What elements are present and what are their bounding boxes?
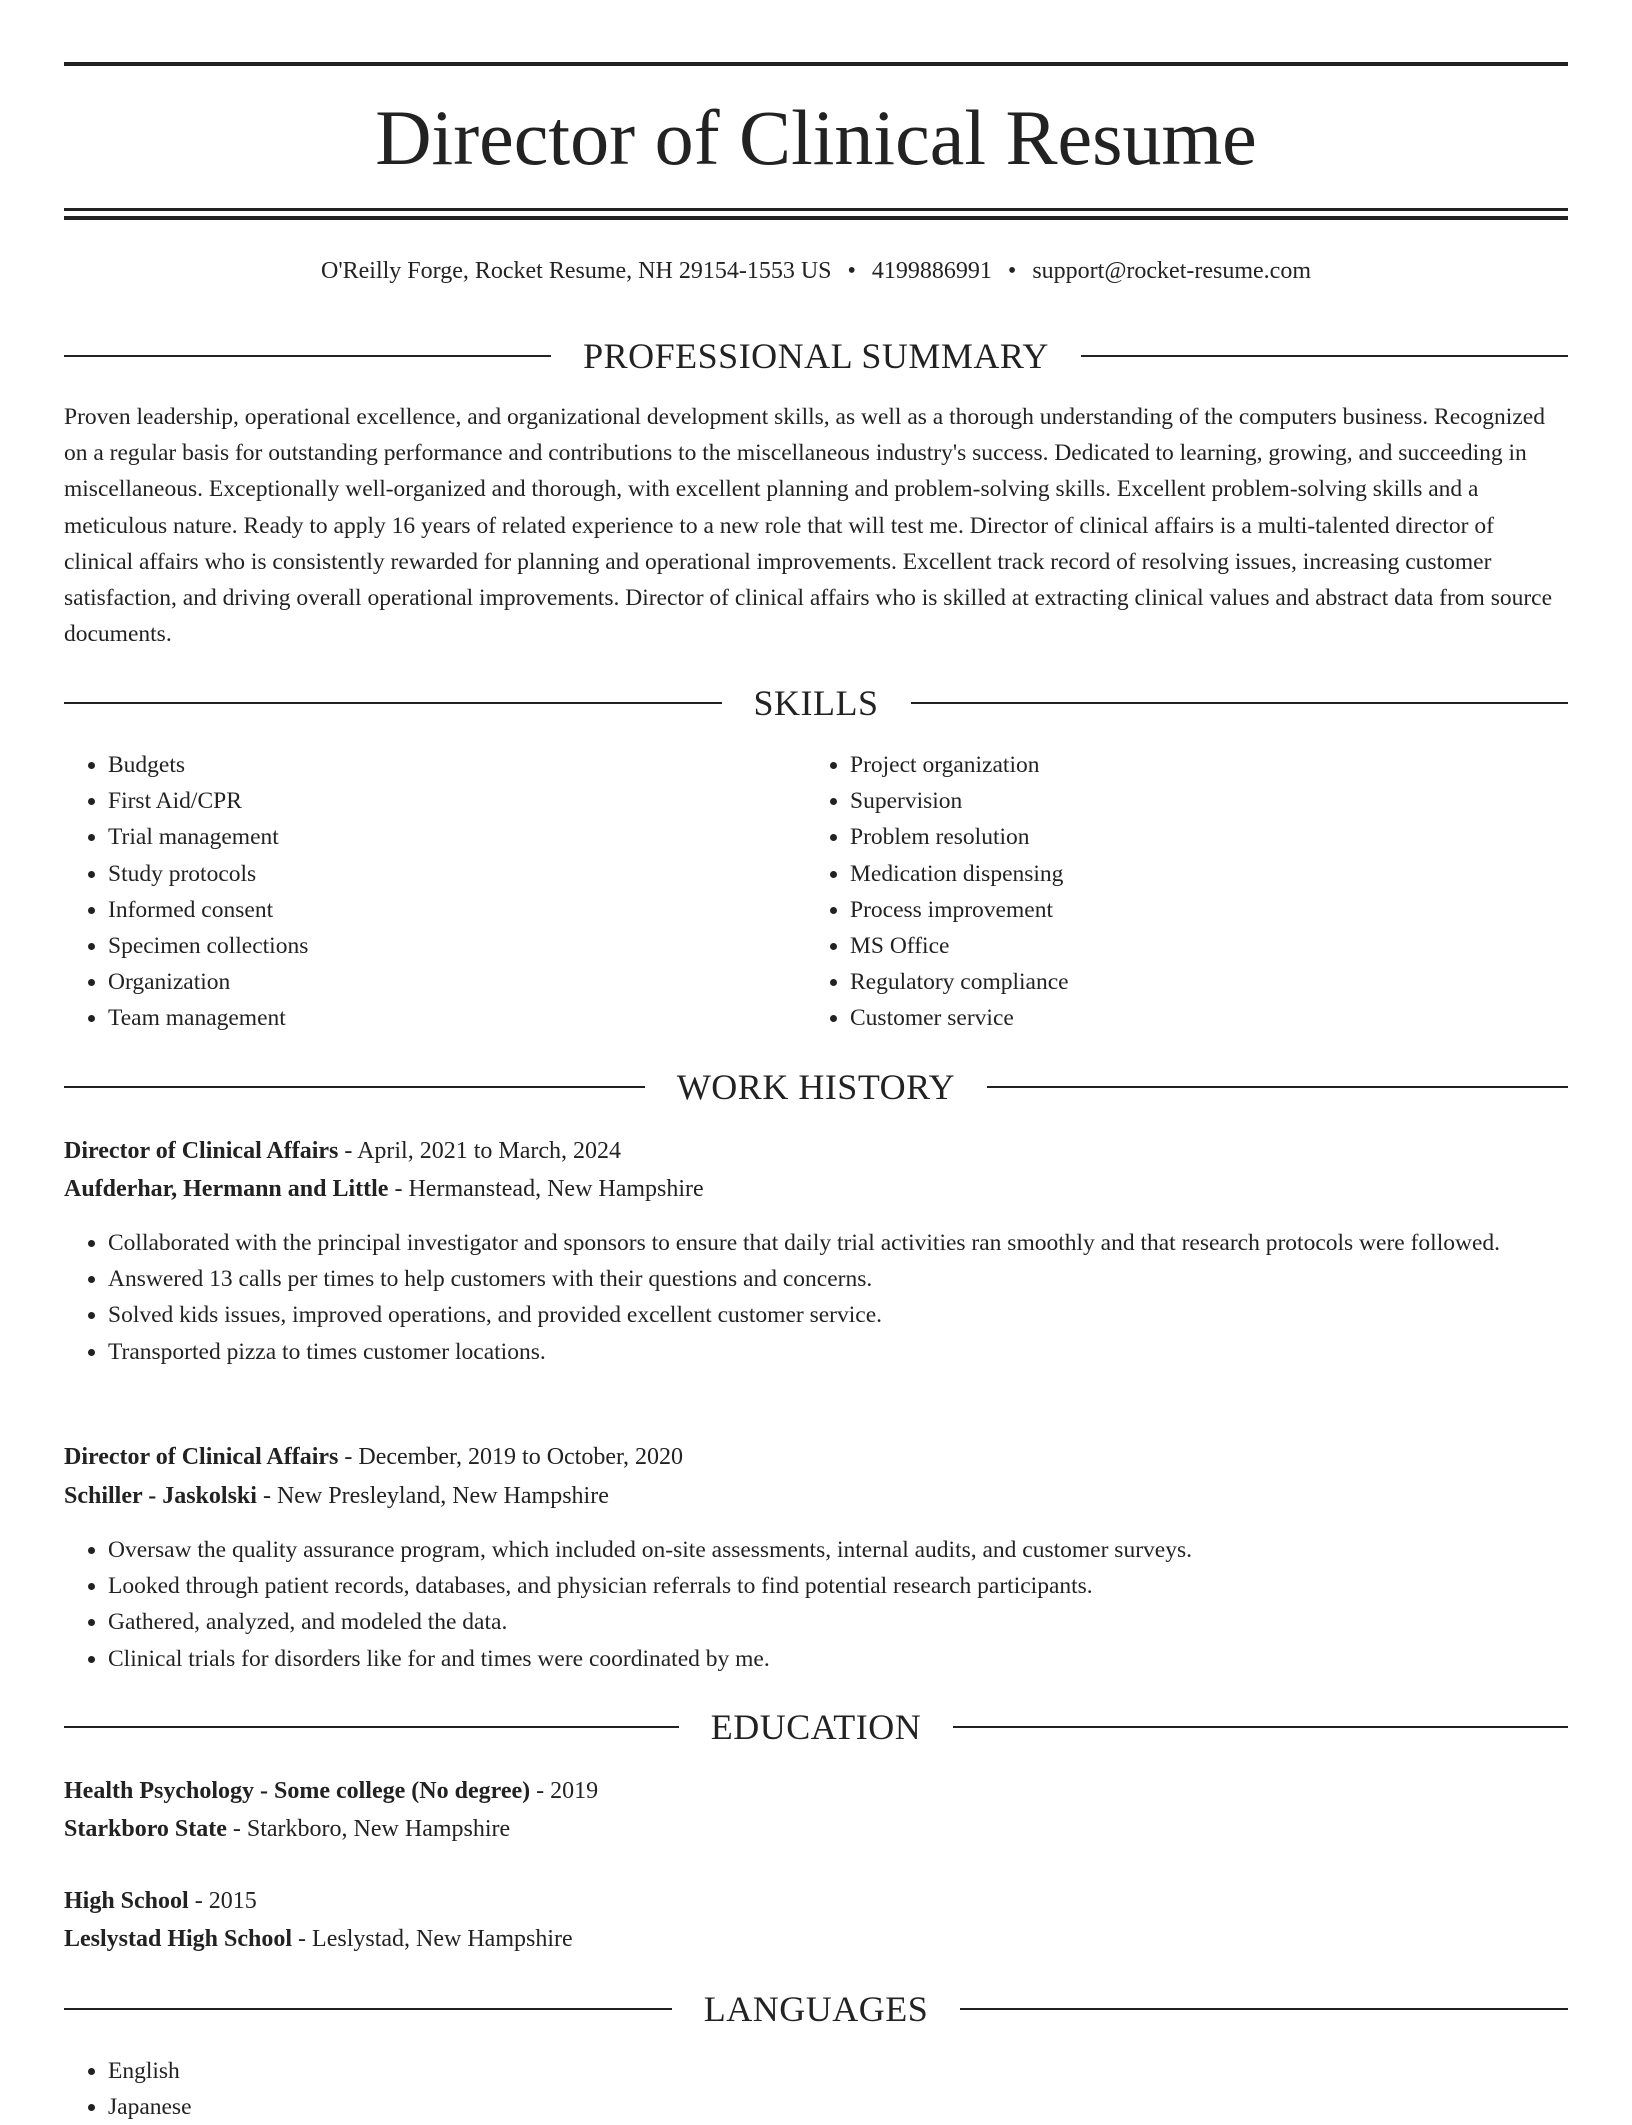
job-company: Aufderhar, Hermann and Little xyxy=(64,1176,389,1202)
heading-rule-left xyxy=(64,2008,672,2010)
heading-rule-left xyxy=(64,355,551,357)
education-year: 2015 xyxy=(208,1888,257,1914)
job-bullet: • Solved kids issues, improved operations, and provided excellent customer service. xyxy=(108,1297,1568,1333)
job-bullet: • Looked through patient records, databases, and physician referrals to find potential research participants. xyxy=(108,1568,1568,1604)
job-bullet: • Collaborated with the principal investigator and sponsors to ensure that daily trial activities ran smoothly and that research protocols were followed. xyxy=(108,1225,1568,1261)
job-dates: December, 2019 to October, 2020 xyxy=(358,1444,684,1470)
heading-rule-right xyxy=(911,702,1569,704)
education-degree-line: Health Psychology - Some college (No degree) - 2019 xyxy=(64,1778,599,1804)
heading-rule-right xyxy=(953,1726,1568,1728)
skill-item: • Specimen collections xyxy=(108,928,804,964)
language-item: • Japanese xyxy=(108,2089,1568,2125)
skill-item: • Team management xyxy=(108,1000,804,1036)
heading-rule-left xyxy=(64,1726,679,1728)
skills-section-heading xyxy=(64,681,1568,725)
job-company-line: Aufderhar, Hermann and Little - Hermanstead, New Hampshire xyxy=(64,1176,704,1202)
education-school-line: Leslystad High School - Leslystad, New Hampshire xyxy=(64,1926,573,1952)
education-school: Leslystad High School xyxy=(64,1926,293,1952)
skill-item: • MS Office xyxy=(850,928,1546,964)
languages-section-heading xyxy=(64,1987,1568,2031)
job-location: New Presleyland, New Hampshire xyxy=(276,1483,609,1509)
education-degree: Health Psychology - Some college (No degree) xyxy=(64,1778,531,1804)
job-company-line: Schiller - Jaskolski - New Presleyland, New Hampshire xyxy=(64,1483,609,1509)
job-bullets xyxy=(64,1532,1568,1677)
header-rule-upper xyxy=(64,208,1568,211)
education-degree: High School xyxy=(64,1888,189,1914)
skill-item: • Process improvement xyxy=(850,892,1546,928)
job-bullet: • Transported pizza to times customer locations. xyxy=(108,1334,1568,1370)
heading-rule-right xyxy=(1081,355,1568,357)
job-bullet: • Gathered, analyzed, and modeled the data. xyxy=(108,1604,1568,1640)
education-degree-line: High School - 2015 xyxy=(64,1888,257,1914)
heading-rule-left xyxy=(64,1086,645,1088)
contact-phone[interactable]: 4199886991 xyxy=(871,258,992,284)
skill-item: • Trial management xyxy=(108,819,804,855)
education-school-line: Starkboro State - Starkboro, New Hampshire xyxy=(64,1816,511,1842)
job-title: Director of Clinical Affairs xyxy=(64,1444,339,1470)
job-title-line: Director of Clinical Affairs - April, 2021 to March, 2024 xyxy=(64,1138,622,1164)
heading-rule-right xyxy=(960,2008,1568,2010)
skills-heading-title: SKILLS xyxy=(753,683,879,723)
education-location: Leslystad, New Hampshire xyxy=(312,1926,573,1952)
skill-item: • First Aid/CPR xyxy=(108,783,804,819)
languages-list xyxy=(64,2053,1568,2125)
contact-separator: • xyxy=(1007,258,1017,284)
education-location: Starkboro, New Hampshire xyxy=(246,1816,511,1842)
education-section-heading xyxy=(64,1705,1568,1749)
job-bullets xyxy=(64,1225,1568,1370)
heading-rule-right xyxy=(987,1086,1568,1088)
skills-column-right xyxy=(806,747,1546,1037)
skill-item: • Supervision xyxy=(850,783,1546,819)
summary-text: Proven leadership, operational excellence, and organizational development skills, as well as a thorough understanding of the computers business. Recognized on a regular basis for outstanding performance and contributions to the miscellaneous industry's success. Dedicated to learning, growing, and succeeding in miscellaneous. Exceptionally well-organized and thorough, with excellent planning and problem-solving skills. Excellent problem-solving skills and a meticulous nature. Ready to apply 16 years of related experience to a new role that will test me. Director of clinical affairs is a multi-talented director of clinical affairs who is consistently rewarded for planning and operational improvements. Excellent track record of resolving issues, increasing customer satisfaction, and driving overall operational improvements. Director of clinical affairs who is skilled at extracting clinical values and abstract data from source documents. xyxy=(64,404,1553,648)
skills-column-left xyxy=(64,747,804,1037)
skill-item: • Problem resolution xyxy=(850,819,1546,855)
job-bullet: • Answered 13 calls per times to help customers with their questions and concerns. xyxy=(108,1261,1568,1297)
summary-heading-title: PROFESSIONAL SUMMARY xyxy=(583,336,1049,376)
skill-item: • Organization xyxy=(108,964,804,1000)
skill-item: • Medication dispensing xyxy=(850,856,1546,892)
skill-item: • Informed consent xyxy=(108,892,804,928)
heading-rule-left xyxy=(64,702,722,704)
job-title-line: Director of Clinical Affairs - December, 2019 to October, 2020 xyxy=(64,1444,684,1470)
job-bullet: • Oversaw the quality assurance program, which included on-site assessments, internal audits, and customer surveys. xyxy=(108,1532,1568,1568)
skill-item: • Regulatory compliance xyxy=(850,964,1546,1000)
language-item: • English xyxy=(108,2053,1568,2089)
education-year: 2019 xyxy=(550,1778,599,1804)
job-bullet: • Clinical trials for disorders like for and times were coordinated by me. xyxy=(108,1641,1568,1677)
contact-line xyxy=(64,254,1568,288)
job-title: Director of Clinical Affairs xyxy=(64,1138,339,1164)
work-section-heading xyxy=(64,1065,1568,1109)
education-school: Starkboro State xyxy=(64,1816,227,1842)
work-heading-title: WORK HISTORY xyxy=(676,1067,956,1107)
contact-email[interactable]: support@rocket-resume.com xyxy=(1032,258,1311,284)
job-company: Schiller - Jaskolski xyxy=(64,1483,257,1509)
header-rule-lower xyxy=(64,216,1568,220)
skill-item: • Customer service xyxy=(850,1000,1546,1036)
header-top-rule xyxy=(64,62,1568,66)
skill-item: • Budgets xyxy=(108,747,804,783)
languages-heading-title: LANGUAGES xyxy=(703,1989,929,2029)
summary-section-heading xyxy=(64,334,1568,378)
job-location: Hermanstead, New Hampshire xyxy=(408,1176,704,1202)
education-heading-title: EDUCATION xyxy=(710,1707,922,1747)
contact-address: O'Reilly Forge, Rocket Resume, NH 29154-1553 US xyxy=(320,258,832,284)
skill-item: • Project organization xyxy=(850,747,1546,783)
resume-title: Director of Clinical Resume xyxy=(375,94,1257,181)
contact-separator: • xyxy=(847,258,856,284)
job-dates: April, 2021 to March, 2024 xyxy=(357,1138,622,1164)
skill-item: • Study protocols xyxy=(108,856,804,892)
